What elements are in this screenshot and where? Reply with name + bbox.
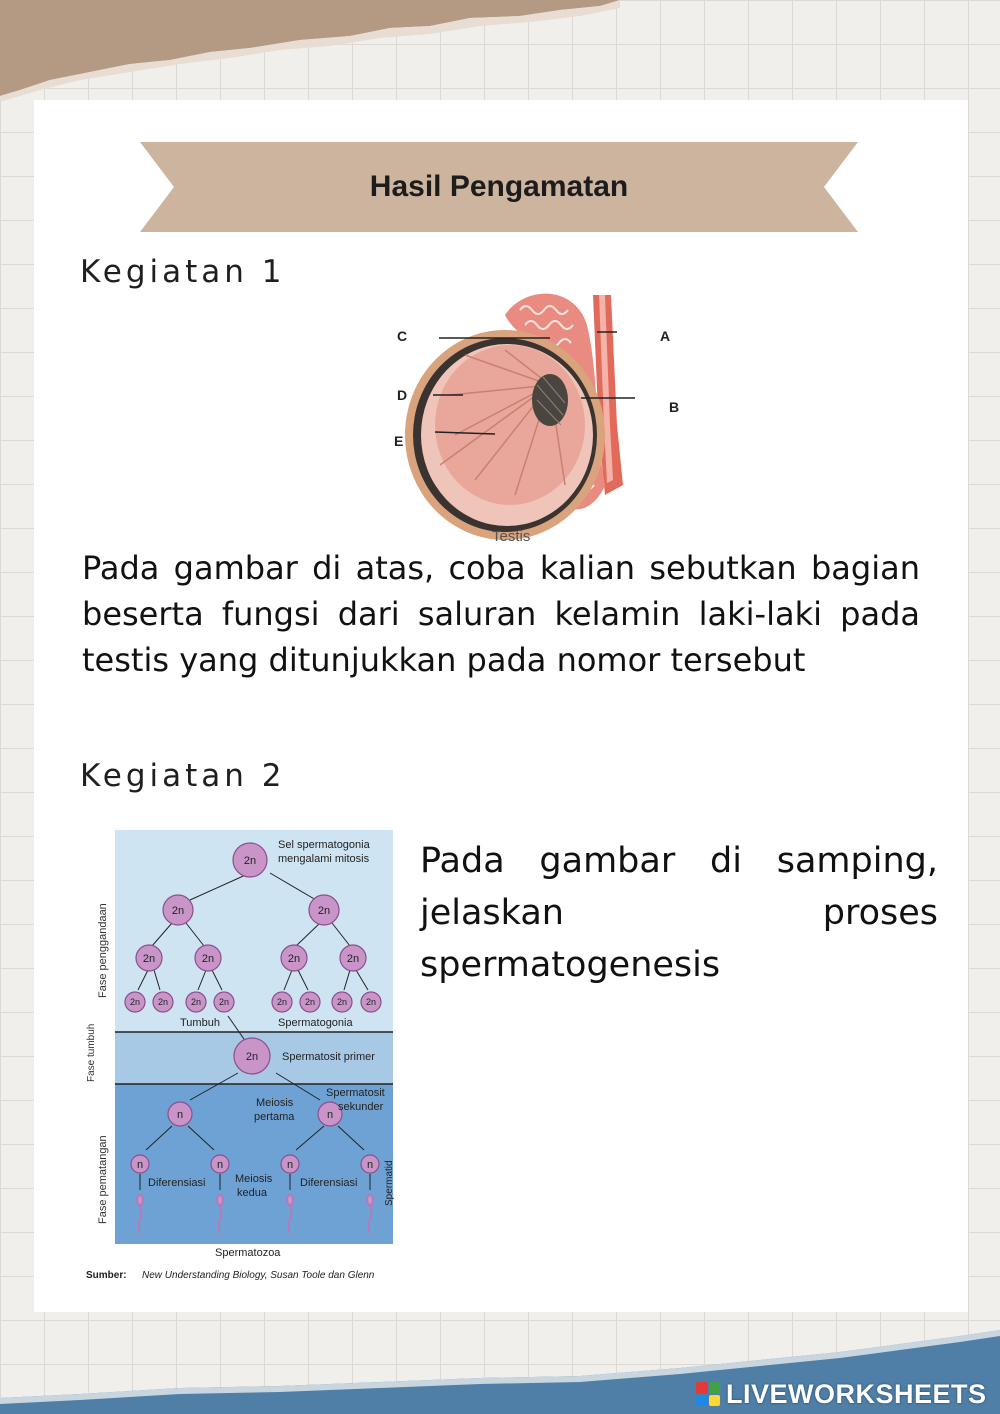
label-b: B (669, 399, 680, 415)
cell-label: 2n (336, 997, 348, 1007)
cell-label: 2n (243, 855, 257, 867)
cell-label: 2n (317, 905, 331, 917)
note-meiosis-1a: Meiosis (256, 1097, 294, 1109)
source-text: New Understanding Biology, Susan Toole dan Glenn (142, 1270, 375, 1281)
note-diferensiasi-left: Diferensiasi (148, 1177, 206, 1189)
cell-label: n (216, 1159, 224, 1171)
cell-label: n (366, 1159, 374, 1171)
note-diferensiasi-right: Diferensiasi (300, 1177, 358, 1189)
note-meiosis-2b: kedua (237, 1187, 267, 1199)
note-spermatozoa: Spermatozoa (215, 1247, 281, 1259)
cell-label: n (136, 1159, 144, 1171)
cell-label: n (326, 1109, 334, 1121)
phase-label-penggandaan: Fase penggandaan (97, 903, 109, 998)
cell-label: 2n (171, 905, 185, 917)
cell-label: 2n (365, 997, 377, 1007)
liveworksheets-logo (696, 1378, 987, 1410)
kegiatan-1-heading: Kegiatan 1 (80, 254, 286, 290)
testis-caption: Testis (492, 528, 531, 545)
cell-label: 2n (201, 953, 215, 965)
label-d: D (397, 387, 408, 403)
note-sel-1: Sel spermatogonia (278, 839, 370, 851)
cell-label: 2n (245, 1051, 259, 1063)
spermatogenesis-figure (80, 828, 425, 1288)
cell-label: 2n (142, 953, 156, 965)
note-meiosis-1b: pertama (254, 1111, 295, 1123)
cell-label: 2n (190, 997, 202, 1007)
note-sekunder-2: sekunder (338, 1101, 384, 1113)
cell-label: n (286, 1159, 294, 1171)
label-e: E (394, 433, 404, 449)
liveworksheets-logo-icon (696, 1382, 720, 1406)
note-spermatid: Spermatid (384, 1160, 395, 1206)
watermark-text: LIVEWORKSHEETS (726, 1378, 987, 1409)
cell-label: 2n (346, 953, 360, 965)
cell-label: 2n (304, 997, 316, 1007)
cell-label: n (176, 1109, 184, 1121)
note-spermatogonia: Spermatogonia (278, 1017, 353, 1029)
kegiatan-2-heading: Kegiatan 2 (80, 758, 286, 794)
label-c: C (397, 328, 408, 344)
cell-label: 2n (129, 997, 141, 1007)
kegiatan-1-question: Pada gambar di atas, coba kalian sebutkan bagian beserta fungsi dari saluran kelamin laki-laki pada testis yang ditunjukkan pada nomor tersebut (82, 549, 920, 679)
phase-label-tumbuh: Fase tumbuh (86, 1023, 97, 1082)
cell-label: 2n (218, 997, 230, 1007)
banner-title: Hasil Pengamatan (369, 170, 629, 203)
note-spermatosit-primer: Spermatosit primer (282, 1051, 375, 1063)
cell-label: 2n (287, 953, 301, 965)
source-label: Sumber: (86, 1270, 127, 1281)
torn-paper-top (0, 0, 620, 105)
cell-label: 2n (157, 997, 169, 1007)
cell-label: 2n (276, 997, 288, 1007)
kegiatan-2-question: Pada gambar di samping, jelaskan proses spermatogenesis (420, 841, 938, 985)
label-a: A (660, 328, 671, 344)
note-sekunder-1: Spermatosit (326, 1087, 385, 1099)
note-tumbuh: Tumbuh (180, 1017, 220, 1029)
testis-figure (355, 285, 715, 545)
note-meiosis-2a: Meiosis (235, 1173, 273, 1185)
note-sel-2: mengalami mitosis (278, 853, 370, 865)
phase-label-pematangan: Fase pematangan (97, 1135, 109, 1224)
